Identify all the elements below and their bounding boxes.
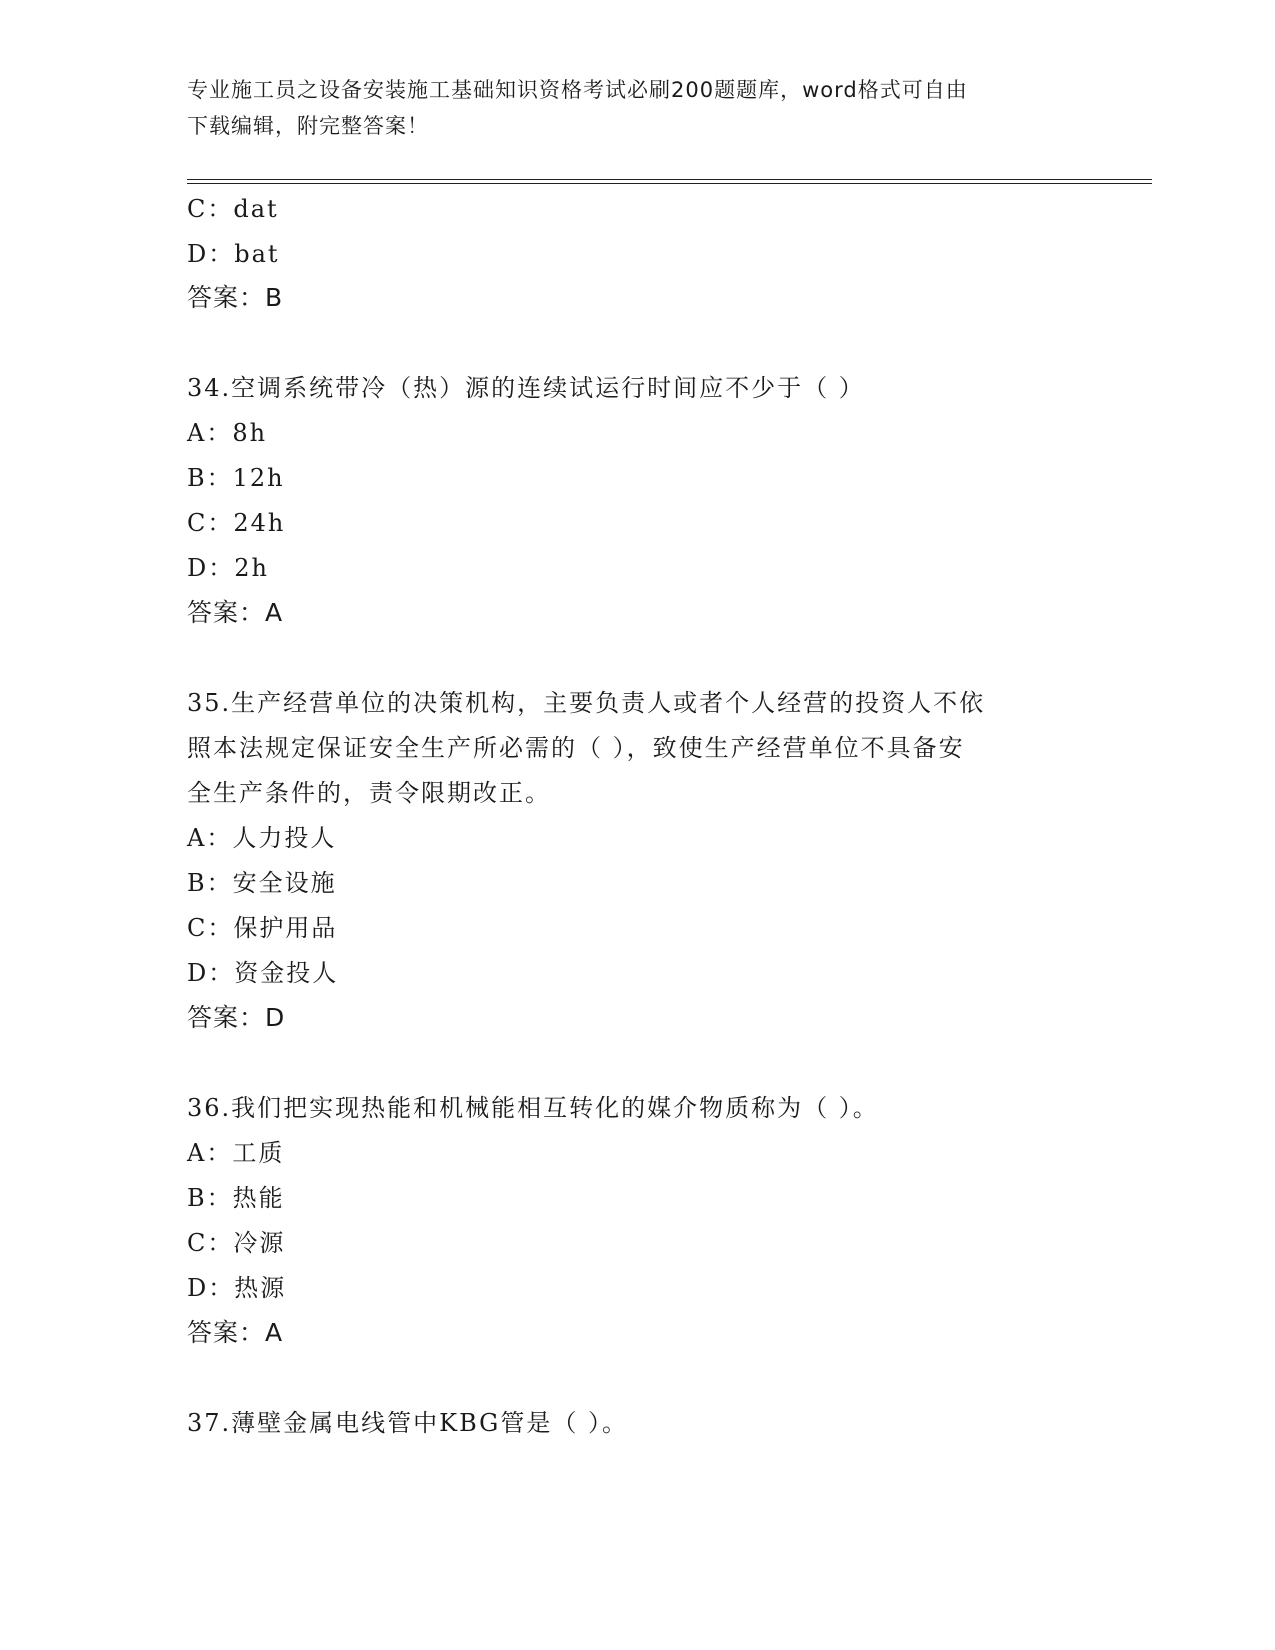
q34-answer: 答案：A <box>187 598 284 627</box>
header-title-line-2: 下载编辑，附完整答案！ <box>187 114 429 138</box>
q35-option-a: A：人力投人 <box>187 824 337 852</box>
header-divider-bottom <box>187 183 1152 184</box>
page-header <box>187 72 1067 144</box>
q35-option-c: C：保护用品 <box>187 914 338 942</box>
q35-option-b: B：安全设施 <box>187 869 337 897</box>
q35-question-line-3: 全生产条件的，责令限期改正。 <box>187 779 551 807</box>
q35-answer: 答案：D <box>187 1003 286 1032</box>
q36-option-d: D：热源 <box>187 1274 287 1302</box>
q37-question: 37.薄壁金属电线管中KBG管是（ ）。 <box>187 1409 628 1437</box>
q34-option-b: B：12h <box>187 464 285 492</box>
q34-option-a: A：8h <box>187 419 268 447</box>
header-title-line-1: 专业施工员之设备安装施工基础知识资格考试必刷200题题库，word格式可自由 <box>187 78 968 102</box>
q33-option-d: D：bat <box>187 240 280 268</box>
q36-answer: 答案：A <box>187 1318 284 1347</box>
q35-option-d: D：资金投人 <box>187 959 339 987</box>
q36-option-a: A：工质 <box>187 1139 285 1167</box>
q36-option-c: C：冷源 <box>187 1229 286 1257</box>
q34-option-c: C：24h <box>187 509 286 537</box>
q33-option-c: C：dat <box>187 195 279 223</box>
q34-question: 34.空调系统带冷（热）源的连续试运行时间应不少于（ ） <box>187 374 865 402</box>
q35-question-line-1: 35.生产经营单位的决策机构，主要负责人或者个人经营的投资人不依 <box>187 689 986 717</box>
q35-question-line-2: 照本法规定保证安全生产所必需的（ ），致使生产经营单位不具备安 <box>187 734 965 762</box>
q36-question: 36.我们把实现热能和机械能相互转化的媒介物质称为（ ）。 <box>187 1094 879 1122</box>
header-divider-top <box>187 179 1152 180</box>
q34-option-d: D：2h <box>187 554 269 582</box>
q36-option-b: B：热能 <box>187 1184 285 1212</box>
q33-answer: 答案：B <box>187 283 284 312</box>
